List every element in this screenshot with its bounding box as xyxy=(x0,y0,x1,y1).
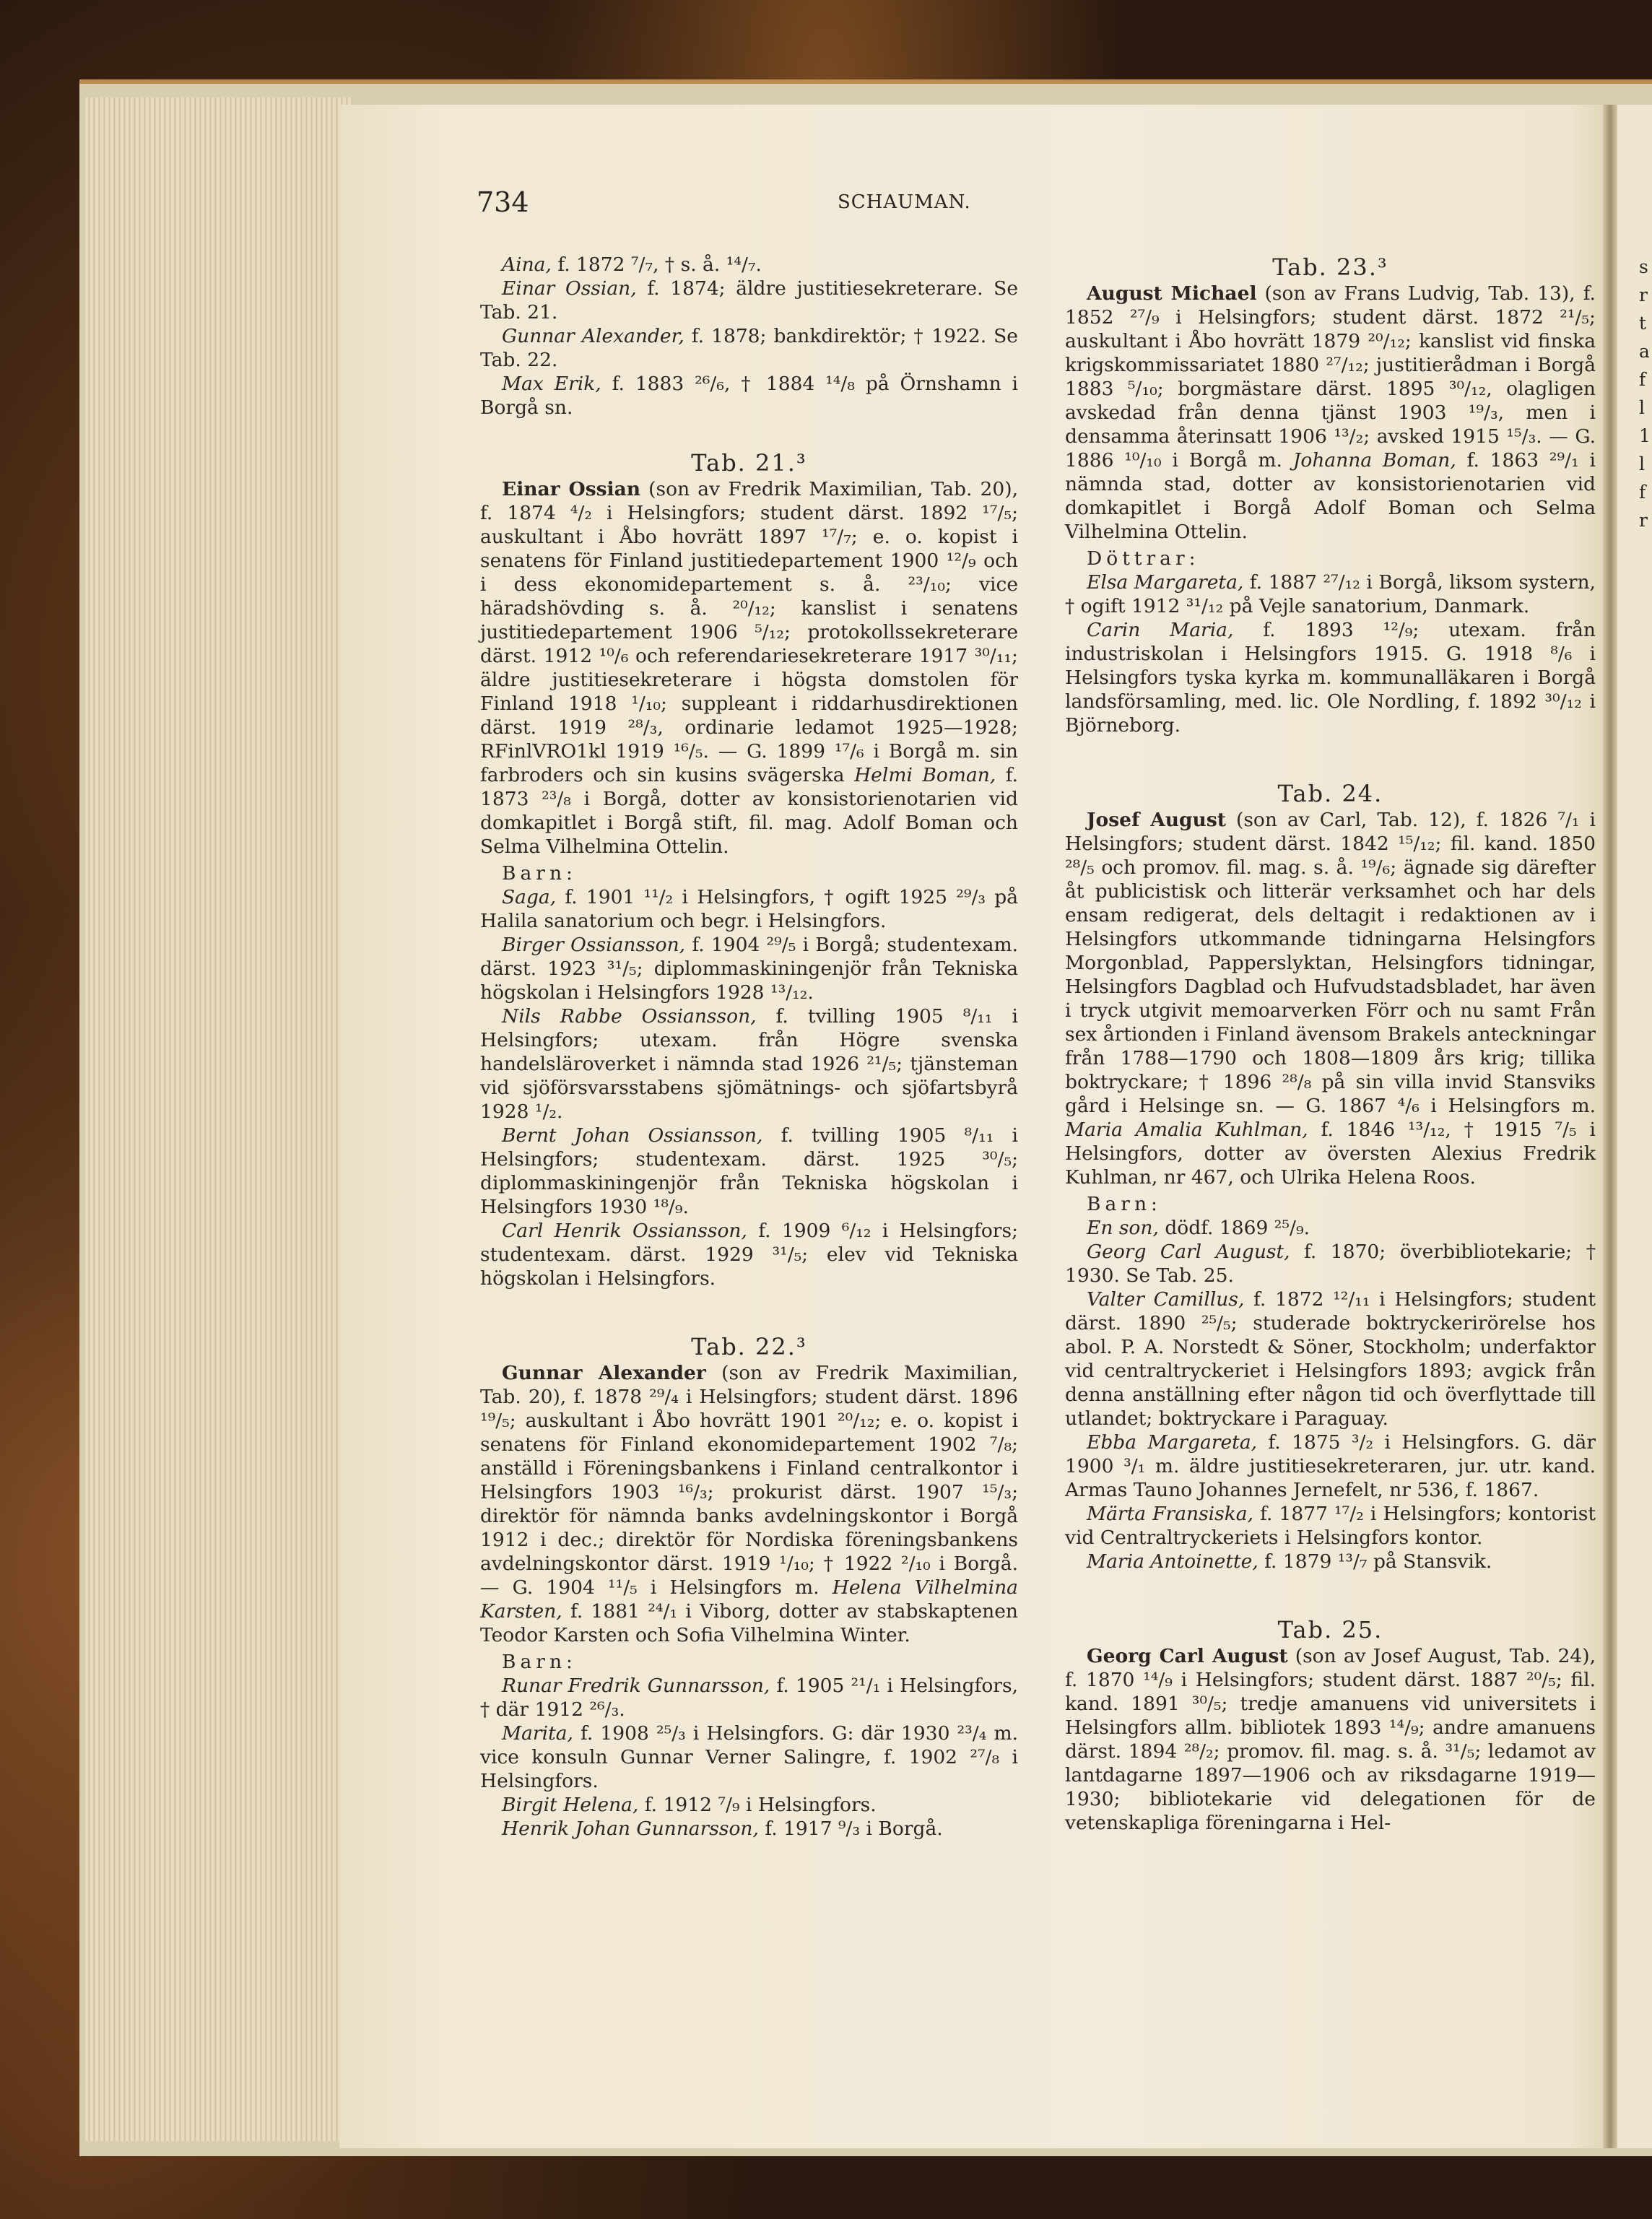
child-entry xyxy=(480,1674,1018,1721)
person-name: Einar Ossian, xyxy=(502,277,637,300)
person-name: Birger Ossiansson, xyxy=(502,934,686,956)
next-page-edge xyxy=(1617,105,1652,2148)
lead-name: Georg Carl August xyxy=(1087,1645,1288,1667)
person-name: Runar Fredrik Gunnarsson, xyxy=(502,1675,770,1697)
person-details: f. 1872 ⁷/₇, † s. å. ¹⁴/₇. xyxy=(551,253,762,276)
spouse-details: f. 1881 ²⁴/₁ i Viborg, dotter av stabskaptenen Teodor Karsten och Sofia Vilhelmina Winter. xyxy=(480,1600,1018,1646)
child-entry xyxy=(480,1721,1018,1793)
right-column xyxy=(1065,253,1596,1835)
child-entry xyxy=(480,1124,1018,1219)
tab-24-section xyxy=(1065,779,1596,1573)
person-name: Carin Maria, xyxy=(1087,619,1234,641)
intro-entry xyxy=(480,277,1018,324)
lead-entry xyxy=(1065,1644,1596,1835)
child-entry xyxy=(480,1793,1018,1817)
person-name: Maria Antoinette, xyxy=(1087,1550,1258,1573)
running-head: SCHAUMAN. xyxy=(838,191,971,213)
child-entry xyxy=(1065,1216,1596,1240)
person-name: Elsa Margareta, xyxy=(1087,571,1244,594)
tab-25-section xyxy=(1065,1615,1596,1835)
page-number: 734 xyxy=(477,186,529,218)
child-entry xyxy=(1065,1550,1596,1573)
lead-name: Gunnar Alexander xyxy=(502,1362,706,1384)
person-details: f. 1904 ²⁹/₅ i Borgå; studentexam. därst. 1923 ³¹/₅; diplommaskiningenjör från Tekniska högskolan i Helsingfors 1928 ¹³/₁₂. xyxy=(480,934,1018,1004)
tab-23-section xyxy=(1065,253,1596,737)
child-entry xyxy=(480,1004,1018,1124)
spouse-name: Maria Amalia Kuhlman, xyxy=(1065,1119,1308,1141)
lead-entry xyxy=(480,1361,1018,1647)
next-page-fragment: s r t a f l 1 l f r xyxy=(1639,256,1651,531)
lead-entry xyxy=(1065,808,1596,1189)
spouse-name: Helena Vilhelmina Karsten, xyxy=(480,1576,1018,1623)
spouse-details: f. 1846 ¹³/₁₂, † 1915 ⁷/₅ i Helsingfors, dotter av översten Alexius Fredrik Kuhlman, nr 467, och Ulrika Helena Roos. xyxy=(1065,1119,1596,1189)
person-details: f. 1905 ²¹/₁ i Helsingfors, † där 1912 ²⁶/₃. xyxy=(480,1675,1018,1721)
tab-heading: Tab. 25. xyxy=(1277,1616,1383,1643)
lead-name: Josef August xyxy=(1087,809,1226,831)
person-details: f. 1917 ⁹/₃ i Borgå. xyxy=(758,1818,943,1840)
child-entry xyxy=(480,1219,1018,1290)
lead-details: (son av Josef August, Tab. 24), f. 1870 ¹⁴/₉ i Helsingfors; student därst. 1887 ²⁰/₅; fil. kand. 1891 ³⁰/₅; tredje amanuens vid universitets i Helsingfors allm. bibliotek 1893 ¹⁴/₉; andre amanuens därst. 1894 ²⁸/₂; promov. fil. mag. s. å. ³¹/₅; ledamot av lantdagarne 1897—1906 och av riksdagarne 1919—1930; bibliotekarie vid delegationen för de vetenskapliga föreningarna i Hel- xyxy=(1065,1645,1596,1834)
spouse-details: f. 1873 ²³/₈ i Borgå, dotter av konsistorienotarien vid domkapitlet i Borgå stift, fil. mag. Adolf Boman och Selma Vilhelmina Ottelin. xyxy=(480,764,1018,858)
spouse-name: Helmi Boman, xyxy=(854,764,996,786)
person-details: dödf. 1869 ²⁵/₉. xyxy=(1158,1217,1310,1239)
child-entry xyxy=(480,1817,1018,1841)
person-name: Märta Fransiska, xyxy=(1087,1503,1254,1525)
children-label: Barn: xyxy=(502,862,577,885)
person-details: f. 1872 ¹²/₁₁ i Helsingfors; student därst. 1890 ²⁵/₅; studerade boktryckerirörelse hos abol. P. A. Norstedt & Söner, Stockholm; underfaktor vid centraltryckeriet i Helsingfors 1893; avgick från denna anställning efter någon tid och överflyttade till utlandet; boktryckare i Paraguay. xyxy=(1065,1288,1596,1430)
child-entry xyxy=(1065,1240,1596,1287)
person-details: f. tvilling 1905 ⁸/₁₁ i Helsingfors; studentexam. därst. 1925 ³⁰/₅; diplommaskiningenjör från Tekniska högskolan i Helsingfors 1930 ¹⁸/₉. xyxy=(480,1124,1019,1218)
person-name: Georg Carl August, xyxy=(1087,1241,1290,1263)
person-details: f. 1878; bankdirektör; † 1922. Se Tab. 22. xyxy=(480,325,1018,371)
page-edges xyxy=(85,97,352,2141)
intro-entry xyxy=(480,324,1018,372)
children-label: Döttrar: xyxy=(1087,547,1200,570)
person-name: Ebba Margareta, xyxy=(1087,1431,1258,1454)
person-details: f. 1870; överbibliotekarie; † 1930. Se Tab. 25. xyxy=(1065,1241,1596,1287)
tab-heading: Tab. 21.³ xyxy=(691,449,807,477)
intro-entry xyxy=(480,372,1018,420)
person-details: f. tvilling 1905 ⁸/₁₁ i Helsingfors; utexam. från Högre svenska handelsläroverket i nämnda stad 1926 ²¹/₅; tjänsteman vid sjöförsvarsstabens sjömätnings- och sjöfartsbyrå 1928 ¹/₂. xyxy=(480,1005,1019,1123)
person-name: Aina, xyxy=(502,253,552,276)
lead-name: Einar Ossian xyxy=(502,478,641,500)
person-details: f. 1883 ²⁶/₆, † 1884 ¹⁴/₈ på Örnshamn i Borgå sn. xyxy=(480,373,1019,419)
left-column xyxy=(480,253,1018,1841)
child-entry xyxy=(1065,618,1596,737)
spouse-details: f. 1863 ²⁹/₁ i nämnda stad, dotter av konsistorienotarien vid domkapitlet i Borgå Adolf Boman och Selma Vilhelmina Ottelin. xyxy=(1065,449,1596,543)
person-name: Birgit Helena, xyxy=(502,1794,639,1816)
lead-details: (son av Fredrik Maximilian, Tab. 20), f. 1874 ⁴/₂ i Helsingfors; student därst. 1892 ¹⁷/₅; auskultant i Åbo hovrätt 1897 ¹⁷/₇; e. o. kopist i senatens för Finland justitiedepartement 1900 ¹²/₉ och i dess ekonomidepartement s. å. ²³/₁₀; vice häradshövding s. å. ²⁰/₁₂; kanslist i senatens justitiedepartement 1906 ⁵/₁₂; protokollssekreterare därst. 1912 ¹⁰/₆ och referendariesekreterare 1917 ³⁰/₁₁; äldre justitiesekreterare i högsta domstolen för Finland 1918 ¹/₁₀; suppleant i riddarhusdirektionen därst. 1919 ²⁸/₃, ordinarie ledamot 1925—1928; RFinlVRO1kl 1919 ¹⁶/₅. — G. 1899 ¹⁷/₆ i Borgå m. sin farbroders och sin kusins svägerska xyxy=(480,478,1018,786)
person-details: f. 1887 ²⁷/₁₂ i Borgå, liksom systern, † ogift 1912 ³¹/₁₂ på Vejle sanatorium, Danmark. xyxy=(1065,571,1596,617)
tab-22-section xyxy=(480,1332,1018,1841)
person-name: Saga, xyxy=(502,886,557,908)
child-entry xyxy=(1065,570,1596,618)
person-name: Bernt Johan Ossiansson, xyxy=(502,1124,763,1147)
person-details: f. 1874; äldre justitiesekreterare. Se Tab. 21. xyxy=(480,277,1019,323)
person-name: En son, xyxy=(1087,1217,1159,1239)
intro-entries xyxy=(480,253,1018,420)
child-entry xyxy=(1065,1430,1596,1502)
lead-name: August Michael xyxy=(1087,282,1257,305)
intro-entry xyxy=(480,253,1018,277)
page-gutter xyxy=(1603,105,1617,2148)
person-details: f. 1879 ¹³/₇ på Stansvik. xyxy=(1258,1550,1492,1573)
child-entry xyxy=(480,885,1018,933)
lead-details: (son av Fredrik Maximilian, Tab. 20), f. 1878 ²⁹/₄ i Helsingfors; student därst. 1896 ¹⁹/₅; auskultant i Åbo hovrätt 1901 ²⁰/₁₂; e. o. kopist i senatens för Finland ekonomidepartement 1902 ⁷/₈; anställd i Föreningsbankens i Finland centralkontor i Helsingfors 1903 ¹⁶/₃; prokurist därst. 1907 ¹⁵/₃; direktör för nämnda banks avdelningskontor i Borgå 1912 i dec.; direktör för Nordiska föreningsbankens avdelningskontor därst. 1919 ¹/₁₀; † 1922 ²/₁₀ i Borgå. — G. 1904 ¹¹/₅ i Helsingfors m. xyxy=(480,1362,1018,1599)
lead-entry xyxy=(480,477,1018,859)
tab-heading: Tab. 22.³ xyxy=(691,1333,807,1360)
person-details: f. 1912 ⁷/₉ i Helsingfors. xyxy=(638,1794,877,1816)
children-label: Barn: xyxy=(502,1651,577,1673)
person-details: f. 1901 ¹¹/₂ i Helsingfors, † ogift 1925 ²⁹/₃ på Halila sanatorium och begr. i Helsingfors. xyxy=(480,886,1018,932)
child-entry xyxy=(1065,1502,1596,1550)
child-entry xyxy=(480,933,1018,1004)
lead-entry xyxy=(1065,282,1596,544)
tab-21-section xyxy=(480,448,1018,1290)
lead-details: (son av Carl, Tab. 12), f. 1826 ⁷/₁ i Helsingfors; student därst. 1842 ¹⁵/₁₂; fil. kand. 1850 ²⁸/₅ och promov. fil. mag. s. å. ¹⁹/₆; ägnade sig därefter åt publicistisk och litterär verksamhet och har dels ensam redigerat, dels deltagit i redaktionen av i Helsingfors utkommande tidningarna Helsingfors Morgonblad, Papperslyktan, Helsingfors tidningar, Helsingfors Dagblad och Hufvudstadsbladet, har även i tryck utgivit memoarverken Förr och nu samt Från sex årtionden i Finland ävensom Brakels anteckningar från 1788—1790 och 1808—1809 års krig; tillika boktryckare; † 1896 ²⁸/₈ på sin villa invid Stansviks gård i Helsinge sn. — G. 1867 ⁴/₆ i Helsingfors m. xyxy=(1065,809,1596,1117)
person-name: Gunnar Alexander, xyxy=(502,325,684,347)
person-details: f. 1909 ⁶/₁₂ i Helsingfors; studentexam. därst. 1929 ³¹/₅; elev vid Tekniska högskolan i Helsingfors. xyxy=(480,1220,1018,1290)
person-details: f. 1893 ¹²/₉; utexam. från industriskolan i Helsingfors 1915. G. 1918 ⁸/₆ i Helsingfors tyska kyrka m. kommunalläkaren i Borgå landsförsamling, med. lic. Ole Nordling, f. 1892 ³⁰/₁₂ i Björneborg. xyxy=(1065,619,1596,737)
person-name: Carl Henrik Ossiansson, xyxy=(502,1220,747,1242)
tab-heading: Tab. 23.³ xyxy=(1272,253,1388,281)
person-name: Nils Rabbe Ossiansson, xyxy=(502,1005,757,1028)
tab-heading: Tab. 24. xyxy=(1277,780,1383,807)
person-name: Max Erik, xyxy=(502,373,601,395)
lead-details: (son av Frans Ludvig, Tab. 13), f. 1852 ²⁷/₉ i Helsingfors; student därst. 1872 ²¹/₅; auskultant i Åbo hovrätt 1879 ²⁰/₁₂; kanslist vid finska krigskommissariatet 1880 ²⁷/₁₂; justitierådman i Borgå 1883 ⁵/₁₀; borgmästare därst. 1895 ³⁰/₁₂, olagligen avskedad från denna tjänst 1903 ¹⁹/₃, men i densamma återinsatt 1906 ¹³/₂; avsked 1915 ¹⁵/₃. — G. 1886 ¹⁰/₁₀ i Borgå m. xyxy=(1065,282,1596,472)
child-entry xyxy=(1065,1287,1596,1430)
spouse-name: Johanna Boman, xyxy=(1292,449,1456,472)
person-name: Henrik Johan Gunnarsson, xyxy=(502,1818,759,1840)
person-details: f. 1875 ³/₂ i Helsingfors. G. där 1900 ³/₁ m. äldre justitiesekreteraren, jur. utr. kand. Armas Tauno Johannes Jernefelt, nr 536, f. 1867. xyxy=(1065,1431,1596,1501)
person-details: f. 1877 ¹⁷/₂ i Helsingfors; kontorist vid Centraltryckeriets i Helsingfors kontor. xyxy=(1065,1503,1596,1549)
children-label: Barn: xyxy=(1087,1193,1162,1215)
person-details: f. 1908 ²⁵/₃ i Helsingfors. G: där 1930 ²³/₄ m. vice konsuln Gunnar Verner Salingre, f. 1902 ²⁷/₈ i Helsingfors. xyxy=(480,1722,1018,1792)
person-name: Marita, xyxy=(502,1722,573,1745)
person-name: Valter Camillus, xyxy=(1087,1288,1245,1311)
